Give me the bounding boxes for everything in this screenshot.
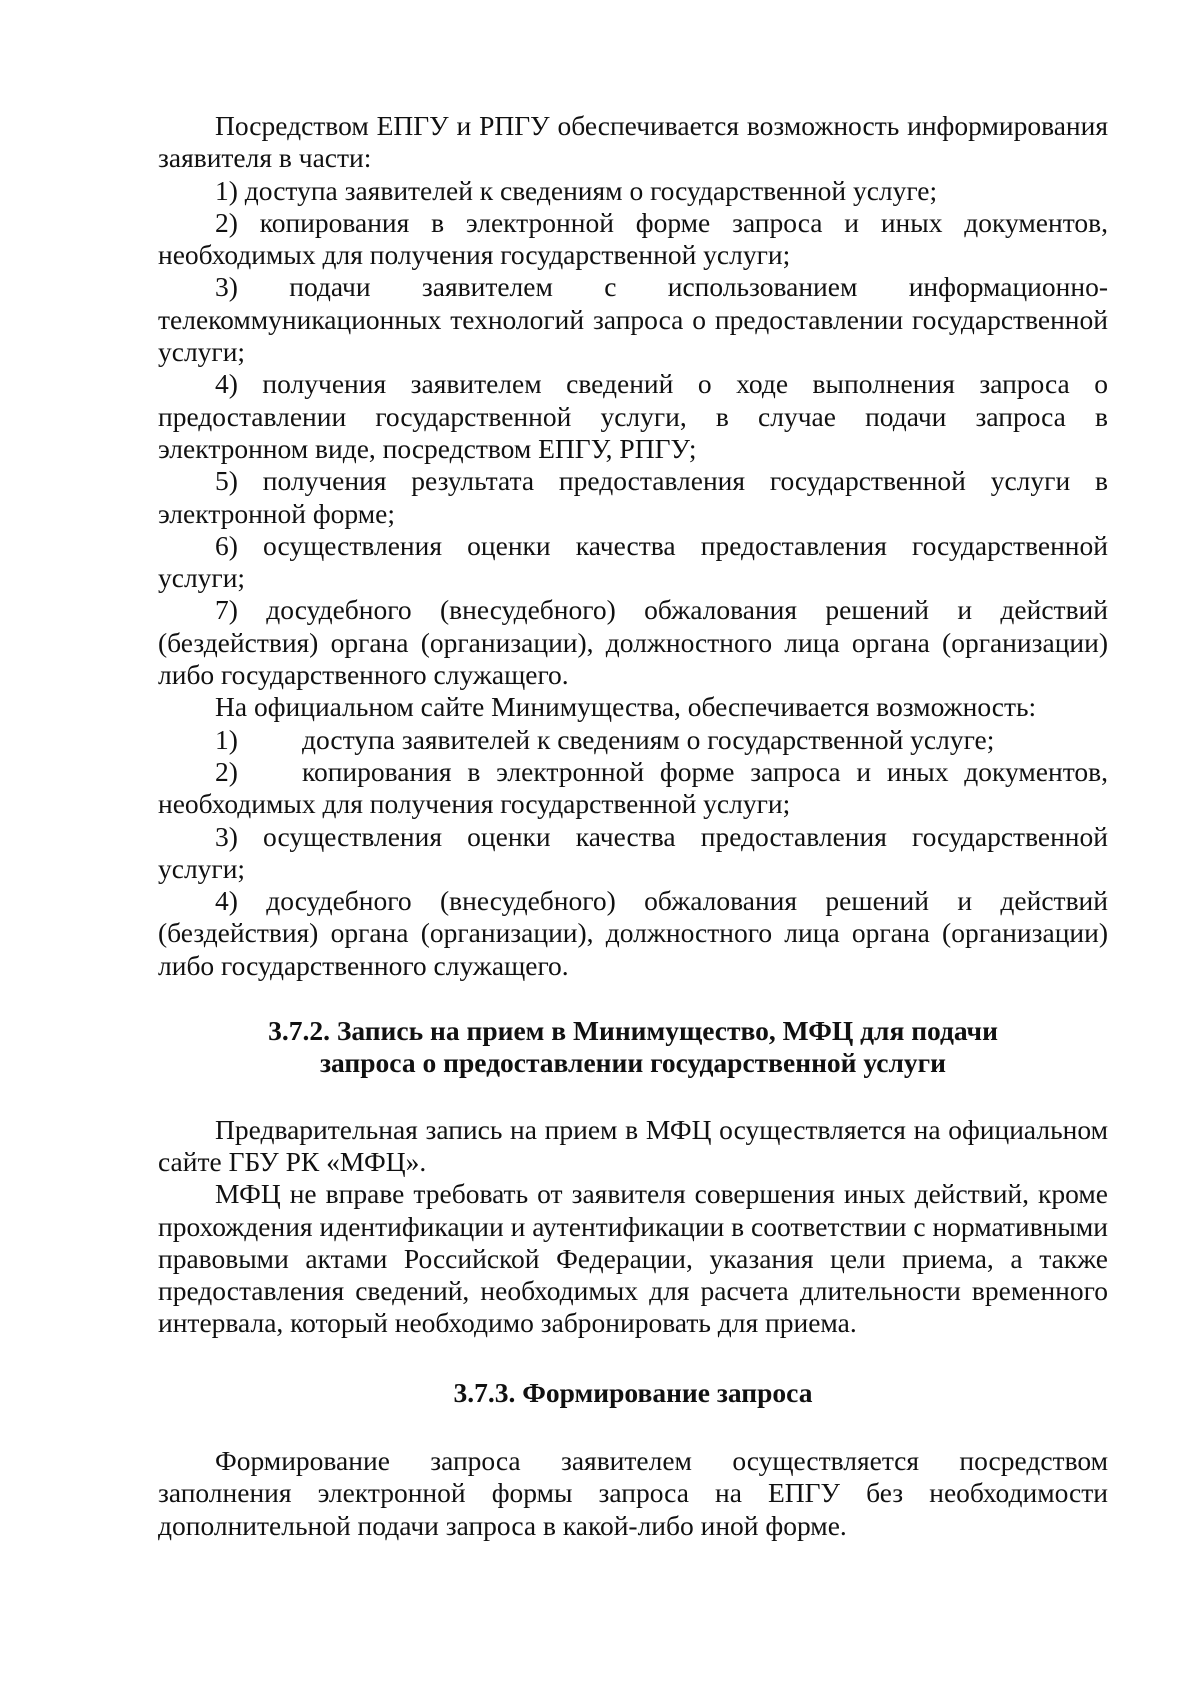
site-item-1-text: доступа заявителей к сведениям о государственной услуге;	[302, 723, 995, 755]
section-372-heading-line1: 3.7.2. Запись на прием в Минимущество, МФЦ для подачи	[268, 1015, 998, 1047]
site-item-3: 3) осуществления оценки качества предоставления государственной услуги;	[158, 820, 1108, 884]
section-372-paragraph-1: Предварительная запись на прием в МФЦ осуществляется на официальном сайте ГБУ РК «МФЦ».	[158, 1113, 1108, 1177]
intro-item-2: 2) копирования в электронной форме запроса и иных документов, необходимых для получения государственной услуги;	[158, 206, 1108, 271]
document-page	[158, 110, 1108, 1542]
intro-item-7: 7) досудебного (внесудебного) обжалования решений и действий (бездействия) органа (организации), должностного лица органа (организации) либо государственного служащего.	[158, 594, 1108, 691]
site-item-1	[158, 724, 1108, 756]
intro-item-6: 6) осуществления оценки качества предоставления государственной услуги;	[158, 529, 1108, 594]
section-372-heading	[158, 1015, 1108, 1080]
site-item-1-number: 1)	[215, 723, 238, 755]
site-item-2-text: копирования в электронной форме запроса и иных документов, необходимых для получения государственной услуги;	[158, 755, 1108, 820]
section-372-heading-line2: запроса о предоставлении государственной услуги	[319, 1047, 946, 1079]
site-item-2	[158, 756, 1108, 821]
site-paragraph: На официальном сайте Минимущества, обеспечивается возможность:	[215, 691, 1037, 723]
section-373-paragraph-1: Формирование запроса заявителем осуществляется посредством заполнения электронной формы запроса на ЕПГУ без необходимости дополнительной подачи запроса в какой-либо иной форме.	[158, 1444, 1108, 1541]
intro-item-4: 4) получения заявителем сведений о ходе выполнения запроса о предоставлении государственной услуги, в случае подачи запроса в электронном виде, посредством ЕПГУ, РПГУ;	[158, 368, 1108, 464]
intro-item-3: 3) подачи заявителем с использованием информационно-телекоммуникационных технологий запроса о предоставлении государственной услуги;	[158, 271, 1108, 368]
section-372-paragraph-2: МФЦ не вправе требовать от заявителя совершения иных действий, кроме прохождения идентификации и аутентификации в соответствии с нормативными правовыми актами Российской Федерации, указания цели приема, а также предоставления сведений, необходимых для расчета длительности временного интервала, который необходимо забронировать для приема.	[158, 1178, 1108, 1339]
intro-item-1: 1) доступа заявителей к сведениям о государственной услуге;	[215, 174, 938, 206]
section-373-heading: 3.7.3. Формирование запроса	[453, 1376, 813, 1408]
site-item-2-number: 2)	[215, 755, 238, 787]
site-item-4: 4) досудебного (внесудебного) обжалования решений и действий (бездействия) органа (организации), должностного лица органа (организации) либо государственного служащего.	[158, 885, 1108, 981]
intro-item-5: 5) получения результата предоставления государственной услуги в электронной форме;	[158, 465, 1108, 529]
intro-paragraph: Посредством ЕПГУ и РПГУ обеспечивается возможность информирования заявителя в части:	[158, 110, 1108, 174]
